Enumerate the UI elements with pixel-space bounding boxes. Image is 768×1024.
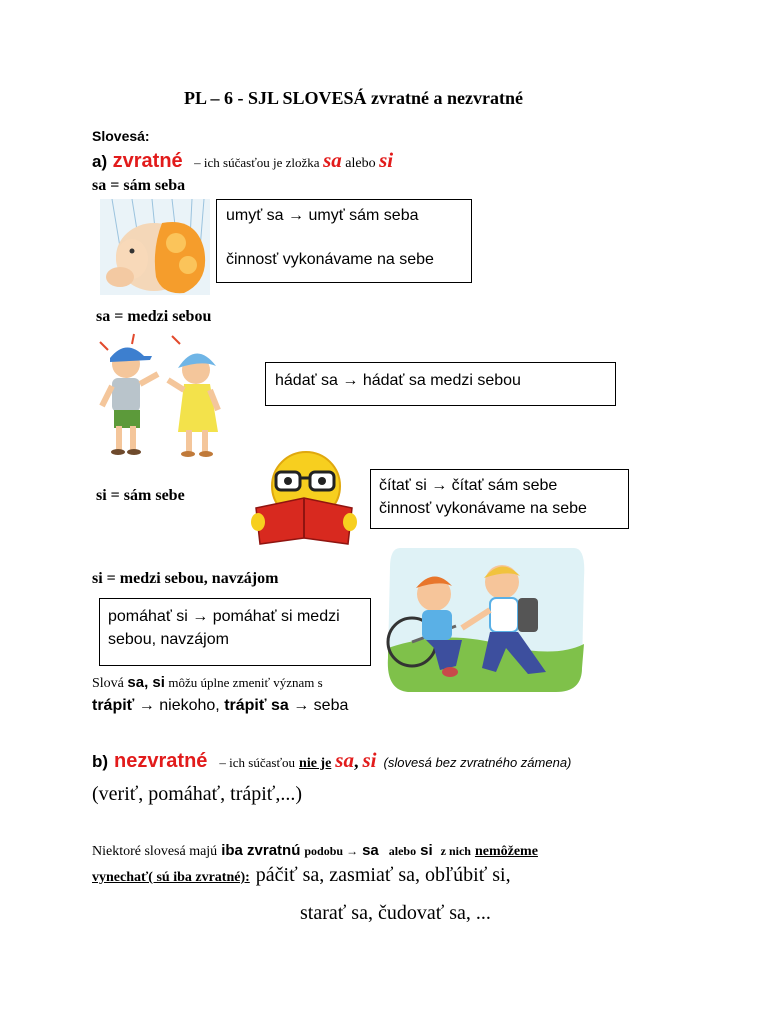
part-b-sa: sa	[335, 748, 354, 772]
definition-box-navzajom	[99, 598, 371, 666]
part-a-desc: – ich súčasťou je zložka	[194, 155, 320, 170]
reflexive-iba: iba zvratnú	[221, 842, 301, 859]
reflexive-text: podobu →	[304, 844, 359, 858]
reading-smiley-image	[240, 448, 366, 548]
part-b-nie-je: nie je	[299, 756, 332, 771]
helping-children-image	[386, 548, 586, 693]
definition-box-sam-sebe	[370, 469, 629, 529]
reading-smiley-illustration	[240, 448, 366, 548]
part-b-line	[92, 748, 571, 773]
case-heading-medzi-sebou: sa = medzi sebou	[96, 308, 212, 325]
reflexive-si: si	[420, 842, 433, 859]
example-trapit: trápiť	[92, 697, 135, 714]
note-text: Slová	[92, 676, 124, 691]
part-b-word: nezvratné	[114, 750, 208, 772]
arguing-kids-illustration	[92, 330, 228, 464]
box-line: hádať sa → hádať sa medzi sebou	[275, 372, 521, 389]
part-b-examples: (veriť, pomáhať, trápiť,...)	[92, 783, 303, 805]
part-a-alebo: alebo	[345, 156, 376, 171]
box-line: sebou, navzájom	[108, 631, 229, 648]
case-heading-sam-sebe: si = sám sebe	[96, 487, 185, 504]
reflexive-examples: páčiť sa, zasmiať sa, obľúbiť si,	[255, 864, 511, 886]
part-b-comma: ,	[353, 751, 359, 771]
definition-box-sam-seba	[216, 199, 472, 283]
note-text: môžu úplne zmeniť význam s	[168, 675, 323, 690]
reflexive-sa: sa	[362, 842, 379, 859]
box-line: čítať si → čítať sám sebe	[379, 477, 558, 494]
only-reflexive-line1	[92, 842, 538, 860]
note-sa-si: sa, si	[127, 674, 165, 691]
example-trapit-sa: trápiť sa	[224, 697, 289, 714]
part-b-desc: – ich súčasťou	[219, 755, 296, 770]
box-line: činnosť vykonávame na sebe	[226, 251, 434, 268]
box-line: umyť sa → umyť sám seba	[226, 207, 419, 224]
example-arrow: → niekoho,	[138, 697, 220, 714]
part-b-paren: (slovesá bez zvratného zámena)	[383, 755, 572, 770]
example-arrow: → seba	[293, 697, 349, 714]
part-a-line	[92, 148, 393, 173]
arguing-children-image	[92, 330, 228, 464]
meaning-note-line2	[92, 697, 348, 715]
part-a-sa: sa	[323, 148, 342, 172]
shower-child-image	[92, 199, 214, 295]
part-a-letter: a)	[92, 152, 108, 171]
reflexive-nemozeme: nemôžeme	[474, 844, 538, 859]
part-b-si: si	[362, 748, 377, 772]
reflexive-text: z nich	[440, 844, 471, 858]
part-a-si: si	[379, 148, 394, 172]
case-heading-navzajom: si = medzi sebou, navzájom	[92, 570, 279, 587]
part-b-letter: b)	[92, 752, 109, 771]
only-reflexive-line2	[92, 864, 511, 887]
box-line: pomáhať si → pomáhať si medzi	[108, 608, 340, 625]
washing-illustration	[92, 199, 214, 295]
part-a-word: zvratné	[112, 150, 183, 172]
reflexive-text: alebo	[388, 844, 417, 858]
definition-box-medzi-sebou	[265, 362, 616, 406]
case-heading-sam-seba: sa = sám seba	[92, 177, 186, 194]
box-line: činnosť vykonávame na sebe	[379, 500, 587, 517]
reflexive-examples-2: starať sa, čudovať sa, ...	[300, 902, 491, 924]
reflexive-vynechat: vynechať( sú iba zvratné):	[92, 870, 250, 885]
reflexive-text: Niektoré slovesá majú	[92, 844, 218, 859]
meaning-note-line1	[92, 674, 382, 692]
helping-kids-illustration	[386, 548, 586, 693]
section-label: Slovesá:	[92, 128, 150, 144]
page-title: PL – 6 - SJL SLOVESÁ zvratné a nezvratné	[184, 88, 524, 108]
